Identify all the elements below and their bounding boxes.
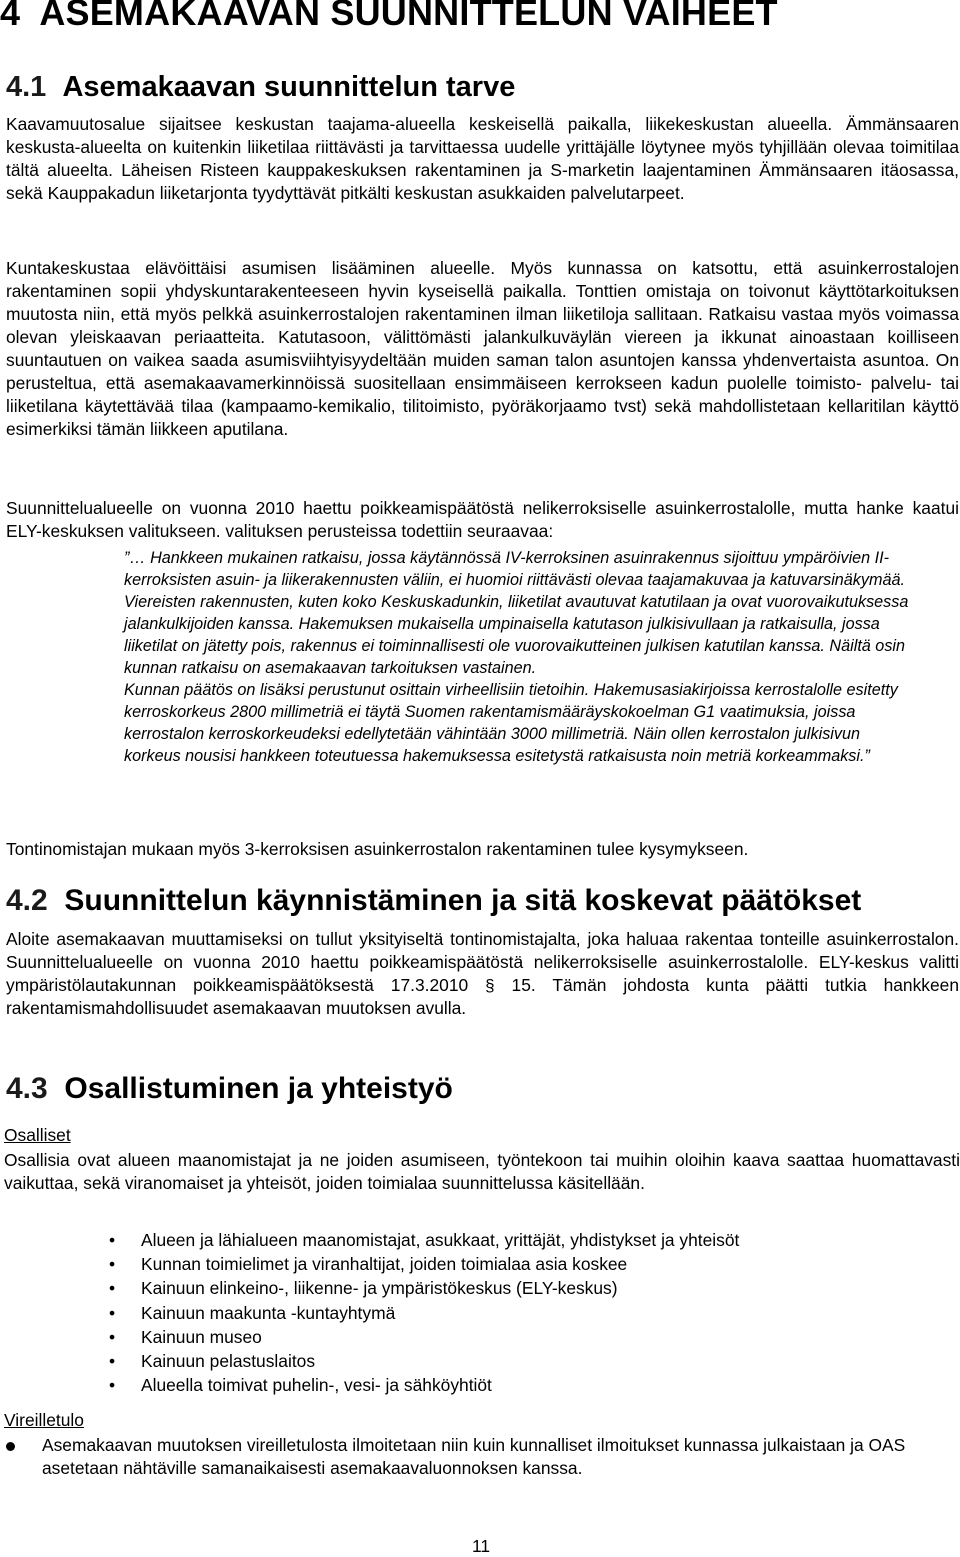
vireilletulo-heading: Vireilletulo [4, 1410, 84, 1430]
section-number: 4.2 [6, 884, 48, 917]
list-item-text: Kainuun museo [141, 1326, 262, 1347]
osalliset-heading: Osalliset [4, 1125, 71, 1145]
paragraph: Tontinomistajan mukaan myös 3-kerroksisen asuinkerrostalon rakentaminen tulee kysymykseen. [6, 839, 749, 859]
quote-paragraph: Kunnan päätös on lisäksi perustunut osittain virheellisiin tietoihin. Hakemusasiakirjoissa kerrostalolle esitetty kerroskorkeus 2800 millimetriä ei täytä Suomen rakentamismääräyskokoelman G1 vaatimuksia, joissa kerrostalon kerroskorkeudeksi edellytetään vähintään 3000 millimetriä. Näin ollen kerrostalon julkisivun korkeus nousisi hankkeen toteutuessa hakemuksessa esitetystä ratkaisusta noin metriä korkeammaksi.” [124, 681, 898, 765]
list-item-text: Kainuun elinkeino-, liikenne- ja ympäristökeskus (ELY-keskus) [141, 1278, 618, 1299]
chapter-number: 4 [0, 0, 21, 33]
block-quote [124, 547, 914, 767]
section-4-1-heading [6, 71, 515, 104]
list-item-text: Kainuun maakunta -kuntayhtymä [141, 1302, 396, 1323]
list-item-text: Alueella toimivat puhelin-, vesi- ja sähköyhtiöt [141, 1375, 492, 1396]
section-number: 4.3 [6, 1072, 48, 1105]
quote-paragraph: ”… Hankkeen mukainen ratkaisu, jossa käytännössä IV-kerroksinen asuinrakennus sijoittuu ympäröivien II-kerroksisten asuin- ja liikerakennusten väliin, ei huomioi riittävästi olevaa taajamakuvaa ja katuvarsinäkymää. Viereisten rakennusten, kuten koko Keskuskadunkin, liiketilat avautuvat katutilaan ja ovat vuorovaikutuksessa jalankulkijoiden kanssa. Hakemuksen mukaisella umpinaisella katutason julkisivullaan ja ratkaisulla, jossa liiketilat on jätetty pois, rakennus ei toiminnallisesti ole vuorovaikutteinen julkisen katutilan kanssa. Näiltä osin kunnan ratkaisu on asemakaavan tarkoituksen vastainen. [124, 549, 909, 677]
list-item [0, 1373, 739, 1397]
list-item [0, 1434, 922, 1480]
paragraph: Suunnittelualueelle on vuonna 2010 haettu poikkeamispäätöstä nelikerroksiselle asuinkerrostalolle, mutta hanke kaatui ELY-keskuksen valitukseen. valituksen perusteissa todettiin seuraavaa: [6, 498, 959, 541]
paragraph-text: Aloite asemakaavan muuttamiseksi on tullut yksityiseltä tontinomistajalta, joka haluaa rakentaa tonteille asuinkerrostalon. Suunnittelualueelle on vuonna 2010 haettu poikkeamispäätöstä nelikerroksiselle asuinkerrostalolle. ELY-keskus valitti ympäristölautakunnan poikkeamispäätöksestä 17.3.2010 [6, 929, 959, 995]
chapter-title: ASEMAKAAVAN SUUNNITTELUN VAIHEET [39, 0, 778, 33]
list-item-text: Alueen ja lähialueen maanomistajat, asukkaat, yrittäjät, yhdistykset ja yhteisöt [141, 1230, 740, 1250]
list-item-text: Kunnan toimielimet ja viranhaltijat, joiden toimialaa asia koskee [141, 1254, 628, 1275]
section-4-2-heading [6, 884, 861, 918]
section-title: Suunnittelun käynnistäminen ja sitä koskevat päätökset [64, 884, 862, 917]
bullet-icon: • [109, 1351, 116, 1372]
section-title: Asemakaavan suunnittelun tarve [62, 71, 516, 103]
bullet-icon: • [109, 1230, 116, 1250]
bullet-icon: • [109, 1375, 116, 1396]
list-item [0, 1301, 739, 1325]
paragraph: Kuntakeskustaa elävöittäisi asumisen lisääminen alueelle. Myös kunnassa on katsottu, että asuinkerrostalojen rakentaminen sopii yhdyskuntarakenteeseen hyvin kyseisellä paikalla. Tonttien omistaja on toivonut käyttötarkoituksen muutosta niin, että myös pelkkä asuinkerrostalojen rakentaminen ilman liiketiloja sallitaan. Ratkaisu vastaa myös voimassa olevan yleiskaavan periaatteita. Katutasoon, välittömästi jalankulkuväylän viereen ja ikkunat ainoastaan koilliseen suuntautuen on vaikea saada asumisviihtyisyydeltään muiden saman talon asuntojen kanssa yhdenvertaista asuntoa. On perusteltua, että asemakaavamerkinnöissä suositellaan ensimmäiseen kerrokseen kadun puolelle toimisto- palvelu- tai liiketilana käytettävää tilaa (kampaamo-kemikalio, tilitoimisto, pyöräkorjaamo tvst) sekä mahdollistetaan kellaritilan käyttö esimerkiksi tämän liikkeen aputilana. [6, 258, 959, 439]
section-number: 4.1 [6, 71, 47, 103]
section-title: Osallistuminen ja yhteistyö [64, 1072, 453, 1105]
list-item [0, 1228, 739, 1252]
list-item [0, 1252, 739, 1276]
page-number: 11 [472, 1536, 491, 1556]
bullet-icon: • [109, 1326, 116, 1347]
bullet-icon [6, 1442, 15, 1451]
list-item [0, 1349, 739, 1373]
bullet-icon: • [109, 1302, 116, 1323]
list-item [0, 1276, 739, 1300]
paragraph [6, 928, 959, 1020]
list-item-text: Asemakaavan muutoksen vireilletulosta ilmoitetaan niin kuin kunnalliset ilmoitukset kunnassa julkaistaan ja OAS asetetaan nähtäville samanaikaisesti asemakaavaluonnoksen kanssa. [42, 1435, 906, 1478]
vireilletulo-list [0, 1434, 922, 1480]
bullet-icon: • [109, 1254, 116, 1275]
section-sign: § [485, 976, 495, 995]
bullet-icon: • [109, 1278, 116, 1299]
paragraph: Osallisia ovat alueen maanomistajat ja ne joiden asumiseen, työntekoon tai muihin oloihin kaava saattaa huomattavasti vaikuttaa, sekä viranomaiset ja yhteisöt, joiden toimialaa suunnittelussa käsitellään. [4, 1150, 960, 1193]
chapter-heading [0, 0, 778, 34]
list-item-text: Kainuun pelastuslaitos [141, 1351, 316, 1372]
list-item [0, 1325, 739, 1349]
paragraph: Kaavamuutosalue sijaitsee keskustan taajama-alueella keskeisellä paikalla, liikekeskustan alueella. Ämmänsaaren keskusta-alueelta on kuitenkin liiketilaa riittävästi ja tarvittaessa uudelle yrittäjälle löytynee myös tyhjillään olevaa toimitilaa tältä alueelta. Läheisen Risteen kauppakeskuksen rakentaminen ja S-marketin laajentaminen Ämmänsaaren itäosassa, sekä Kauppakadun liiketarjonta tyydyttävät pitkälti keskustan asukkaiden palvelutarpeet. [6, 114, 959, 203]
osalliset-list [0, 1228, 739, 1397]
paragraph-text: 15. Tämän johdosta kunta päätti tutkia hankkeen rakentamismahdollisuudet asemakaavan muutoksen avulla. [6, 975, 959, 1018]
section-4-3-heading [6, 1072, 453, 1106]
